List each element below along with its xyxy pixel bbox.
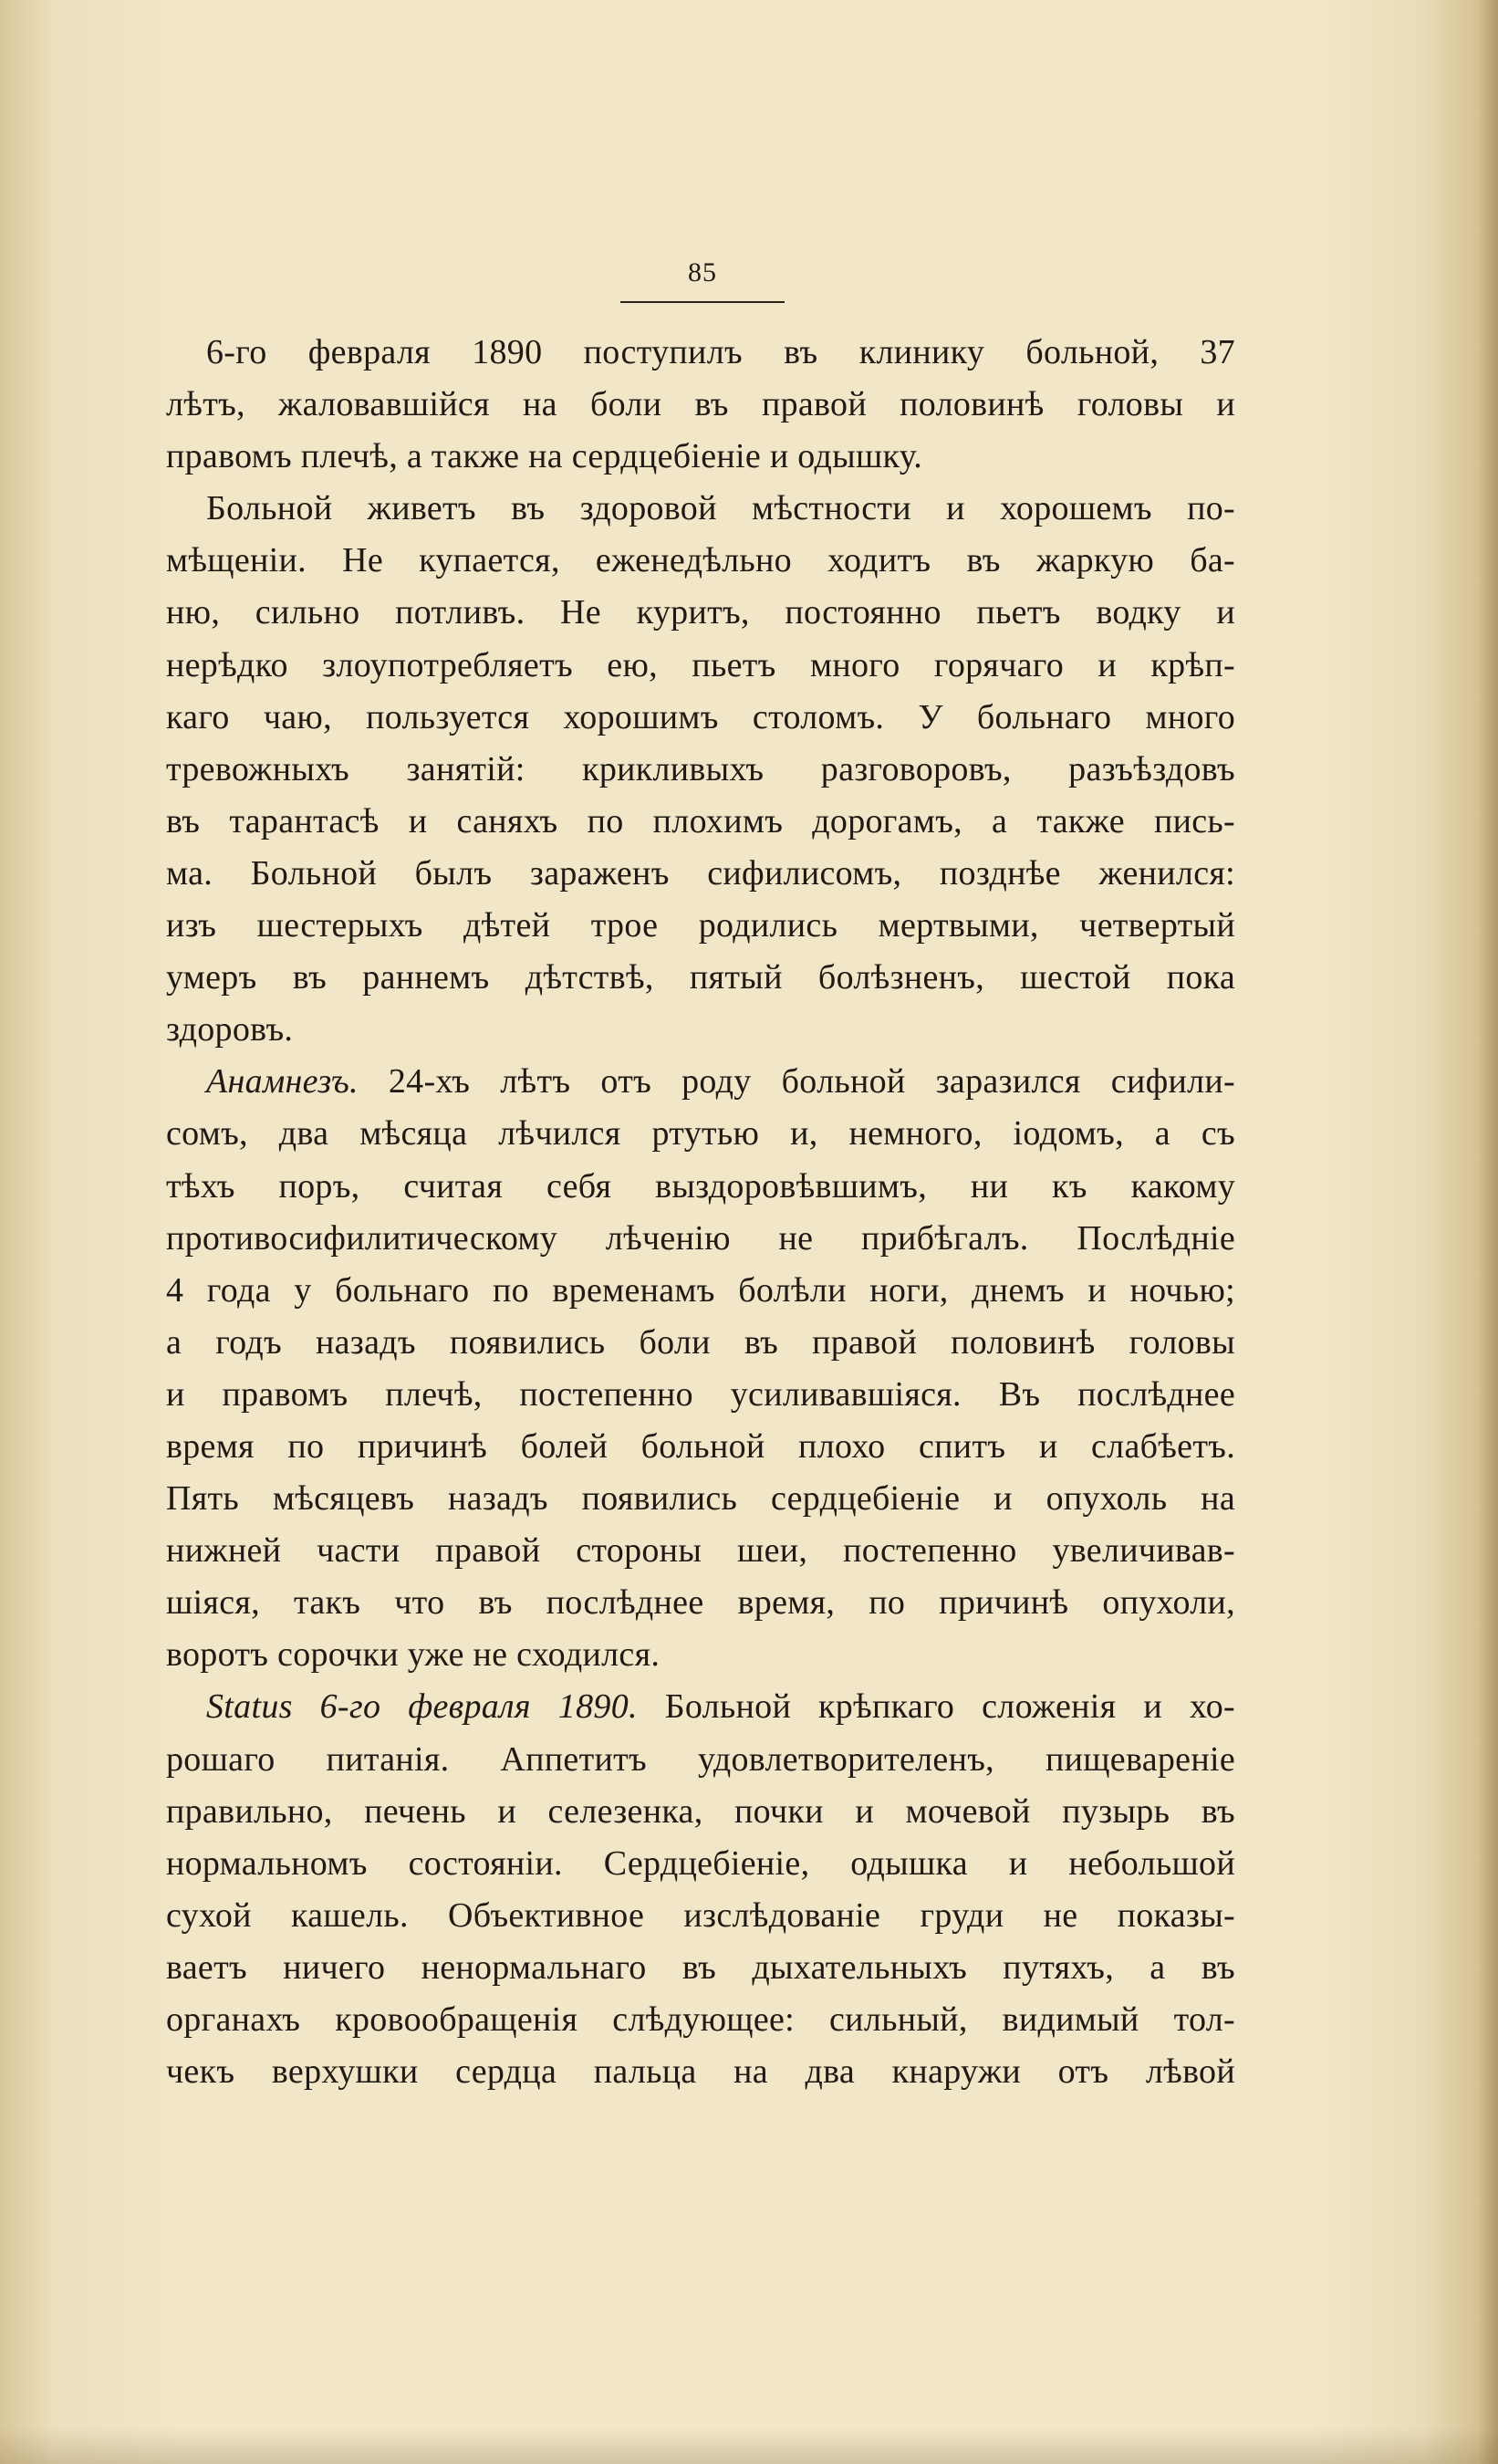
text-line: а годъ назадъ появились боли въ правой половинѣ головы	[166, 1322, 1235, 1362]
text-line: умеръ въ раннемъ дѣтствѣ, пятый болѣзненъ, шестой пока	[166, 958, 1235, 997]
text-line: сухой кашель. Объективное изслѣдованіе груди не показы-	[166, 1895, 1235, 1935]
paragraph-status	[166, 1681, 1235, 2098]
text-line: 6-го февраля 1890 поступилъ въ клинику больной, 37	[206, 333, 1235, 371]
text-line: противосифилитическому лѣченію не прибѣгалъ. Послѣдніе	[166, 1218, 1235, 1258]
text-line: Больной живетъ въ здоровой мѣстности и хорошемъ по-	[206, 489, 1235, 528]
text-line: воротъ сорочки уже не сходился.	[166, 1635, 661, 1675]
text-line: ваетъ ничего ненормальнаго въ дыхательныхъ путяхъ, а въ	[166, 1947, 1235, 1987]
paragraph-admission	[166, 327, 1235, 483]
page-bottom-shadow	[0, 2427, 1498, 2464]
text-line: чекъ верхушки сердца пальца на два кнаружи отъ лѣвой	[166, 2052, 1235, 2092]
text-line: нормальномъ состояніи. Сердцебіеніе, одышка и небольшой	[166, 1843, 1235, 1883]
page-edge-shadow	[1478, 0, 1498, 2464]
text-line: правильно, печень и селезенка, почки и мочевой пузырь въ	[166, 1791, 1235, 1831]
text-line: каго чаю, пользуется хорошимъ столомъ. У больнаго много	[166, 697, 1235, 736]
body-text	[166, 327, 1235, 2098]
page-number-rule	[620, 301, 785, 303]
text-line: органахъ кровообращенія слѣдующее: сильный, видимый тол-	[166, 2000, 1235, 2039]
text-line: и правомъ плечѣ, постепенно усиливавшіяся. Въ послѣднее	[166, 1374, 1235, 1414]
paragraph-lifestyle	[166, 483, 1235, 1056]
status-heading: Status 6-го февраля 1890.	[206, 1687, 638, 1727]
text-line: сомъ, два мѣсяца лѣчился ртутью и, немного, іодомъ, а съ	[166, 1114, 1235, 1154]
text-line: мѣщеніи. Не купается, еженедѣльно ходитъ въ жаркую ба-	[166, 541, 1235, 580]
anamnesis-heading: Анамнезъ.	[206, 1062, 359, 1101]
text-line: нерѣдко злоупотребляетъ ею, пьетъ много горячаго и крѣп-	[166, 645, 1235, 684]
text-line: Status 6-го февраля 1890. Больной крѣпкаго сложенія и хо-	[206, 1687, 1235, 1727]
text-line: въ тарантасѣ и саняхъ по плохимъ дорогамъ, а также пись-	[166, 801, 1235, 840]
text-line: тревожныхъ занятій: крикливыхъ разговоровъ, разъѣздовъ	[166, 749, 1235, 788]
paragraph-anamnesis	[166, 1056, 1235, 1681]
text-line: Анамнезъ. 24-хъ лѣтъ отъ роду больной заразился сифили-	[206, 1062, 1235, 1101]
text-line: нижней части правой стороны шеи, постепенно увеличивав-	[166, 1531, 1235, 1571]
text-line: изъ шестерыхъ дѣтей трое родились мертвыми, четвертый	[166, 906, 1235, 945]
text-line: правомъ плечѣ, а также на сердцебіеніе и одышку.	[166, 437, 923, 476]
text-line: шіяся, такъ что въ послѣднее время, по причинѣ опухоли,	[166, 1583, 1235, 1623]
page-number: 85	[688, 257, 717, 287]
text-line: Пять мѣсяцевъ назадъ появились сердцебіеніе и опухоль на	[166, 1479, 1235, 1519]
text-line: лѣтъ, жаловавшійся на боли въ правой половинѣ головы и	[166, 385, 1235, 424]
text-line: ма. Больной былъ зараженъ сифилисомъ, позднѣе женился:	[166, 853, 1235, 893]
text-line: рошаго питанія. Аппетитъ удовлетворителенъ, пищевареніе	[166, 1739, 1235, 1779]
text-line: 4 года у больнаго по временамъ болѣли ноги, днемъ и ночью;	[166, 1270, 1235, 1310]
text-line: тѣхъ поръ, считая себя выздоровѣвшимъ, ни къ какому	[166, 1166, 1235, 1206]
text-line: время по причинѣ болей больной плохо спитъ и слабѣетъ.	[166, 1426, 1235, 1466]
text-line: здоровъ.	[166, 1010, 294, 1049]
text-line: ню, сильно потливъ. Не куритъ, постоянно пьетъ водку и	[166, 593, 1235, 632]
